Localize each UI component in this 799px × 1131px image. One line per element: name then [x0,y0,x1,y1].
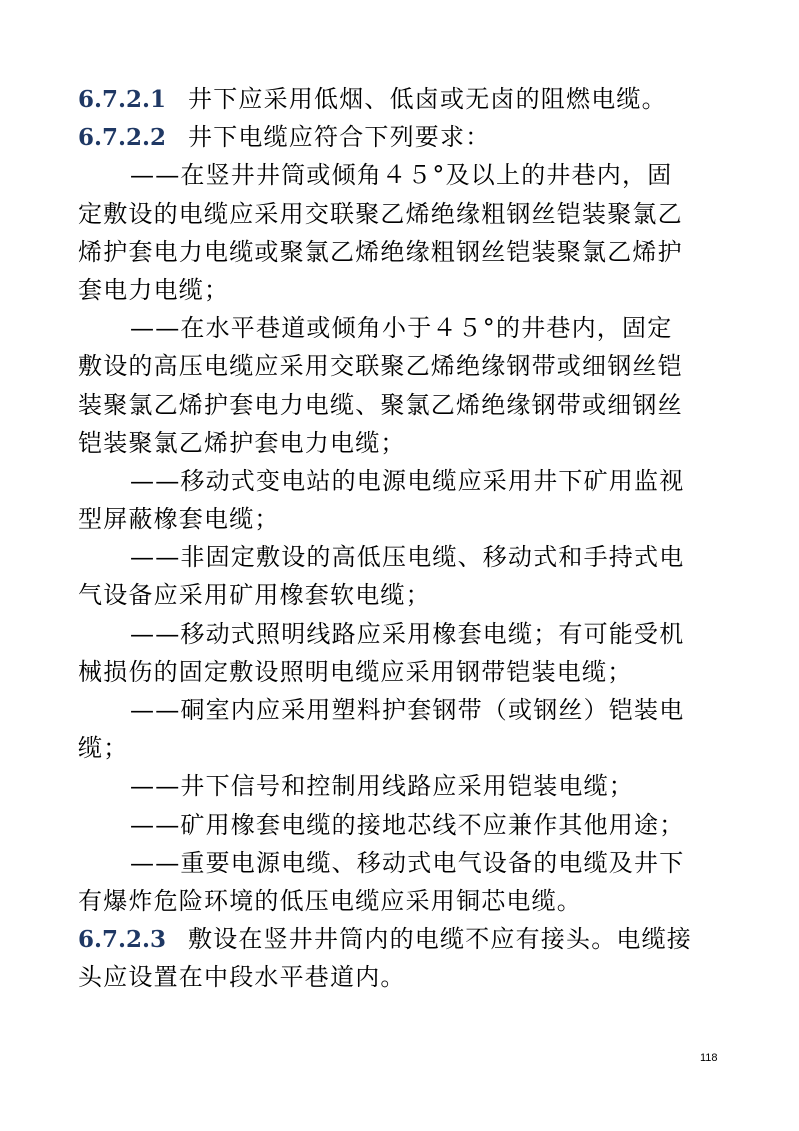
list-item-line: ——在水平巷道或倾角小于４５°的井巷内，固定 [130,314,673,343]
list-item-line: ——矿用橡套电缆的接地芯线不应兼作其他用途； [130,810,685,839]
clause-number: 6.7.2.1 [78,86,167,113]
paragraph-line: 套电力电缆； [78,275,230,304]
paragraph-line: 械损伤的固定敷设照明电缆应采用钢带铠装电缆； [78,657,633,686]
list-item-line: ——移动式照明线路应采用橡套电缆；有可能受机 [130,619,685,648]
paragraph-line: 型屏蔽橡套电缆； [78,505,280,534]
paragraph-line: 铠装聚氯乙烯护套电力电缆； [78,428,406,457]
list-item-line: ——移动式变电站的电源电缆应采用井下矿用监视 [130,466,685,495]
list-item-line: ——重要电源电缆、移动式电气设备的电缆及井下 [130,848,685,877]
paragraph-line: 烯护套电力电缆或聚氯乙烯绝缘粗钢丝铠装聚氯乙烯护 [78,237,683,266]
paragraph-line: 装聚氯乙烯护套电力电缆、聚氯乙烯绝缘钢带或细钢丝 [78,390,683,419]
clause-text: 井下应采用低烟、低卤或无卤的阻燃电缆。 [188,85,667,113]
clause-6-7-2-2 [78,118,723,156]
paragraph-line: 气设备应采用矿用橡套软电缆； [78,581,431,610]
list-item-line: ——非固定敷设的高低压电缆、移动式和手持式电 [130,543,685,572]
list-item-line: ——硐室内应采用塑料护套钢带（或钢丝）铠装电 [130,696,685,724]
list-item-line: ——在竖井井筒或倾角４５°及以上的井巷内，固 [130,161,673,190]
paragraph-line: 头应设置在中段水平巷道内。 [78,963,406,992]
clause-6-7-2-3 [78,920,723,958]
page-number: 118 [700,1052,718,1064]
clause-number: 6.7.2.3 [78,926,167,954]
clause-text: 井下电缆应符合下列要求： [188,123,491,152]
list-item-line: ——井下信号和控制用线路应采用铠装电缆； [130,772,634,801]
document-body [78,80,723,997]
paragraph-line: 缆； [78,734,129,763]
paragraph-line: 敷设的高压电缆应采用交联聚乙烯绝缘钢带或细钢丝铠 [78,352,683,381]
clause-number: 6.7.2.2 [78,124,167,152]
clause-text: 敷设在竖井井筒内的电缆不应有接头。电缆接 [188,925,692,954]
paragraph-line: 定敷设的电缆应采用交联聚乙烯绝缘粗钢丝铠装聚氯乙 [78,199,683,228]
paragraph-line: 有爆炸危险环境的低压电缆应采用铜芯电缆。 [78,886,582,915]
clause-6-7-2-1 [78,80,723,118]
